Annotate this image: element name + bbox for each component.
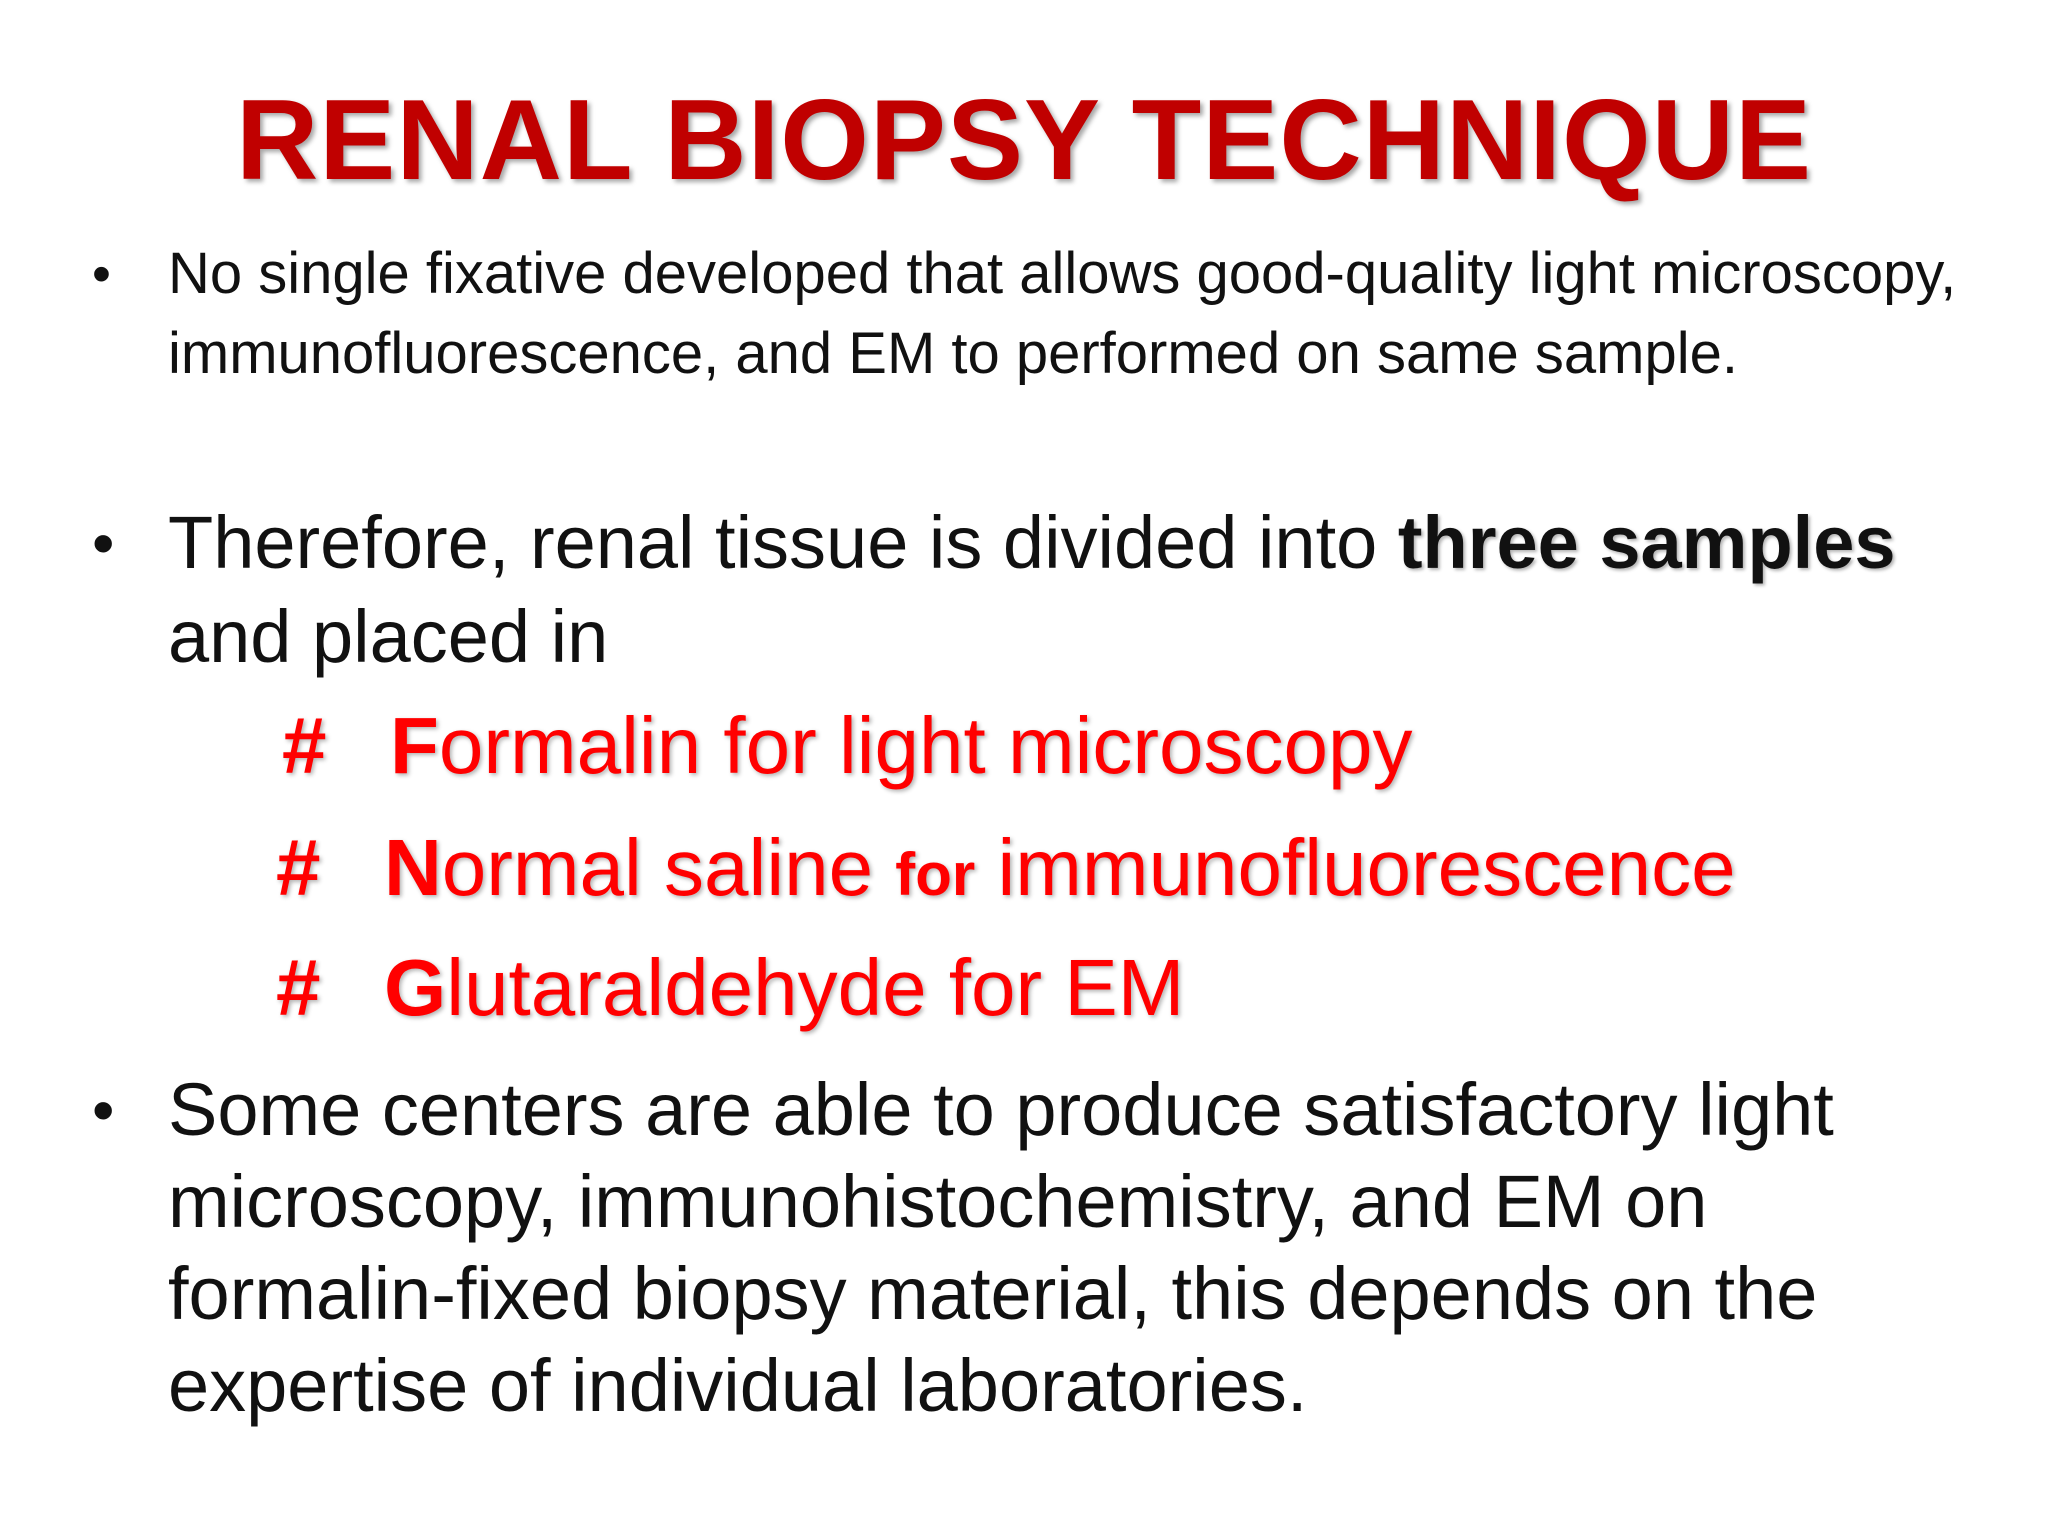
sub-item-initial: N bbox=[384, 823, 442, 912]
sub-item-for: for bbox=[895, 841, 976, 908]
bullet-text-end: and placed in bbox=[168, 595, 609, 678]
bullet-text-emphasis: three samples bbox=[1397, 501, 1896, 584]
sub-item-formalin bbox=[282, 698, 1413, 794]
bullet-item-some-centers bbox=[86, 1064, 1986, 1432]
sub-item-text: lutaraldehyde for EM bbox=[446, 943, 1185, 1032]
slide-title: RENAL BIOPSY TECHNIQUE bbox=[235, 77, 1813, 204]
sub-item-text: ormalin for light microscopy bbox=[438, 701, 1413, 790]
sub-item-text-end: immunofluorescence bbox=[975, 823, 1736, 912]
hash-marker: # bbox=[276, 823, 321, 912]
sub-item-text: ormal saline bbox=[441, 823, 896, 912]
bullet-text: No single fixative developed that allows good-quality light microscopy, immunofluorescence, and EM to performed on same sample. bbox=[168, 241, 1957, 386]
bullet-text: Some centers are able to produce satisfactory light microscopy, immunohistochemistry, and EM on formalin-fixed biopsy material, this depends on the expertise of individual laboratories. bbox=[168, 1068, 1834, 1427]
bullet-dot: • bbox=[92, 244, 111, 304]
bullet-text bbox=[168, 496, 1986, 684]
hash-marker: # bbox=[276, 943, 321, 1032]
bullet-item-fixative bbox=[86, 234, 1986, 394]
bullet-item-three-samples bbox=[86, 496, 1986, 684]
bullet-dot: • bbox=[92, 1074, 115, 1146]
hash-marker: # bbox=[282, 701, 327, 790]
sub-item-initial: F bbox=[390, 701, 439, 790]
bullet-text-start: Therefore, renal tissue is divided into bbox=[168, 501, 1398, 584]
sub-item-initial: G bbox=[384, 943, 447, 1032]
bullet-dot: • bbox=[92, 507, 115, 579]
sub-item-normal-saline bbox=[276, 820, 1736, 923]
sub-item-glutaraldehyde bbox=[276, 940, 1184, 1036]
